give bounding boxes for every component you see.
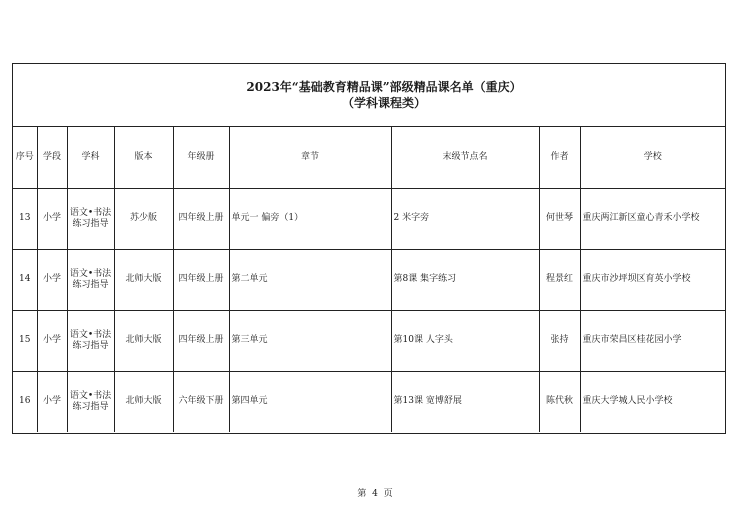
table-row (13, 188, 725, 249)
course-list-table (13, 127, 725, 432)
cell-grade-volume: 六年级下册 (173, 371, 229, 432)
table-title-block (13, 64, 725, 127)
cell-stage: 小学 (37, 310, 67, 371)
cell-index: 14 (13, 249, 37, 310)
table-row (13, 249, 725, 310)
cell-stage: 小学 (37, 249, 67, 310)
cell-index: 13 (13, 188, 37, 249)
cell-final-node: 第13课 宽博舒展 (391, 371, 539, 432)
cell-subject: 语文•书法练习指导 (67, 371, 114, 432)
cell-stage: 小学 (37, 371, 67, 432)
cell-chapter: 第三单元 (229, 310, 391, 371)
cell-subject: 语文•书法练习指导 (67, 249, 114, 310)
column-header-chapter: 章节 (229, 127, 391, 188)
cell-final-node: 第8课 集字练习 (391, 249, 539, 310)
cell-edition: 苏少版 (114, 188, 173, 249)
document-table-sheet (12, 63, 726, 434)
column-header-author: 作者 (539, 127, 580, 188)
table-header-row (13, 127, 725, 188)
table-title: 2023年“基础教育精品课”部级精品课名单（重庆） (246, 80, 522, 94)
cell-chapter: 第二单元 (229, 249, 391, 310)
table-subtitle: （学科课程类） (341, 96, 426, 110)
cell-grade-volume: 四年级上册 (173, 188, 229, 249)
column-header-edition: 版本 (114, 127, 173, 188)
column-header-subject: 学科 (67, 127, 114, 188)
cell-grade-volume: 四年级上册 (173, 310, 229, 371)
page-number: 第 4 页 (357, 489, 393, 499)
cell-subject: 语文•书法练习指导 (67, 188, 114, 249)
column-header-index: 序号 (13, 127, 37, 188)
cell-index: 16 (13, 371, 37, 432)
cell-author: 何世琴 (539, 188, 580, 249)
cell-subject: 语文•书法练习指导 (67, 310, 114, 371)
table-row (13, 310, 725, 371)
column-header-final-node: 末级节点名 (391, 127, 539, 188)
cell-school: 重庆市沙坪坝区育英小学校 (580, 249, 725, 310)
column-header-school: 学校 (580, 127, 725, 188)
column-header-grade-volume: 年级册 (173, 127, 229, 188)
cell-school: 重庆两江新区童心青禾小学校 (580, 188, 725, 249)
cell-author: 程景红 (539, 249, 580, 310)
cell-author: 陈代秋 (539, 371, 580, 432)
cell-school: 重庆大学城人民小学校 (580, 371, 725, 432)
cell-edition: 北师大版 (114, 249, 173, 310)
table-row (13, 371, 725, 432)
cell-final-node: 第10课 人字头 (391, 310, 539, 371)
cell-author: 张持 (539, 310, 580, 371)
cell-chapter: 第四单元 (229, 371, 391, 432)
cell-final-node: 2 米字旁 (391, 188, 539, 249)
cell-school: 重庆市荣昌区桂花园小学 (580, 310, 725, 371)
cell-chapter: 单元一 偏旁（1） (229, 188, 391, 249)
cell-edition: 北师大版 (114, 371, 173, 432)
cell-edition: 北师大版 (114, 310, 173, 371)
column-header-stage: 学段 (37, 127, 67, 188)
cell-index: 15 (13, 310, 37, 371)
cell-grade-volume: 四年级上册 (173, 249, 229, 310)
cell-stage: 小学 (37, 188, 67, 249)
